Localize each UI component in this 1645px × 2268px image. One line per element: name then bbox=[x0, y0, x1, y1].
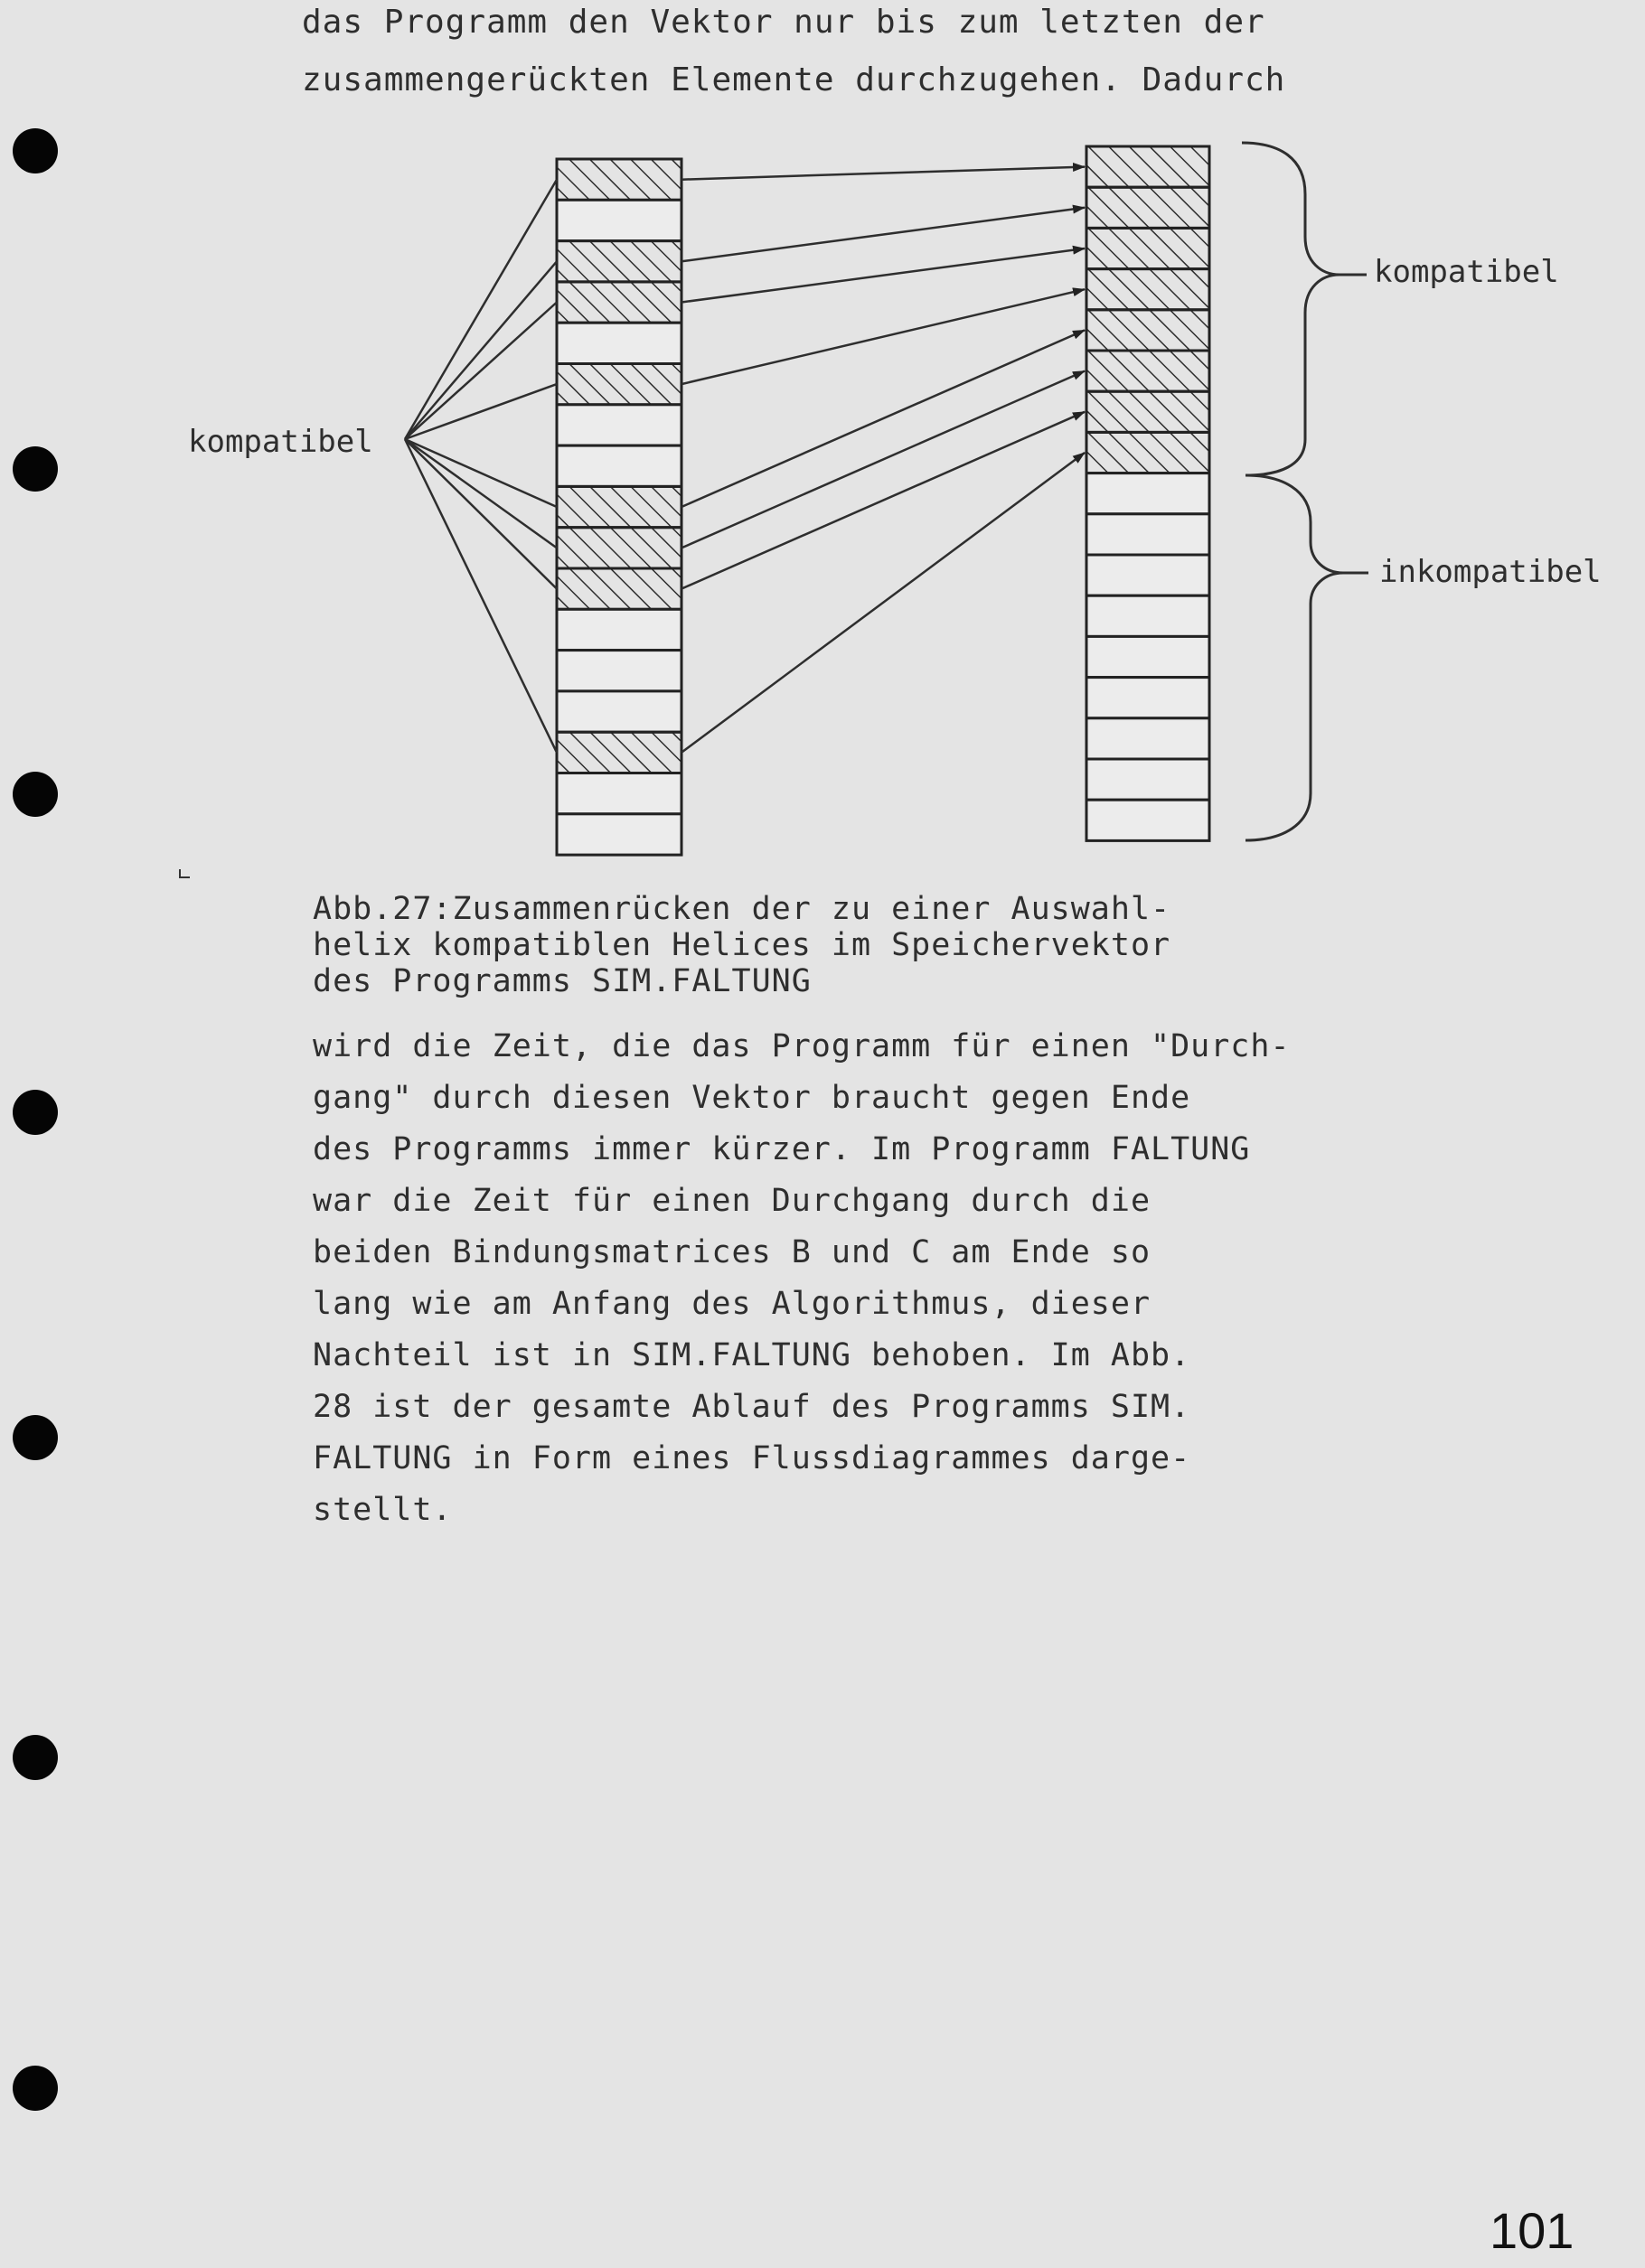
binder-hole bbox=[13, 1090, 58, 1135]
label-compatible-right: kompatibel bbox=[1374, 254, 1559, 290]
pointer-line bbox=[405, 439, 557, 507]
text-line: FALTUNG in Form eines Flussdiagrammes darge- bbox=[313, 1440, 1191, 1476]
move-arrow bbox=[682, 330, 1085, 507]
text-line: Nachteil ist in SIM.FALTUNG behoben. Im Abb. bbox=[313, 1337, 1191, 1373]
pointer-line bbox=[405, 439, 557, 753]
binder-hole bbox=[13, 1415, 58, 1460]
pointer-line bbox=[405, 439, 557, 589]
move-arrow bbox=[682, 453, 1085, 753]
right-vector-cell-hatched bbox=[1086, 391, 1209, 432]
right-vector-cell-hatched bbox=[1086, 187, 1209, 228]
move-arrow bbox=[682, 289, 1085, 384]
right-vector-cell bbox=[1086, 595, 1209, 636]
body-paragraph bbox=[313, 1028, 1291, 1528]
text-line: beiden Bindungsmatrices B und C am Ende so bbox=[313, 1234, 1152, 1270]
left-vector-cell bbox=[557, 691, 682, 732]
move-arrow bbox=[682, 167, 1085, 180]
right-vector-cell-hatched bbox=[1086, 432, 1209, 473]
left-vector-cell-hatched bbox=[557, 486, 682, 527]
right-vector-cell bbox=[1086, 800, 1209, 840]
left-vector-cell bbox=[557, 445, 682, 486]
left-vector-cell-hatched bbox=[557, 241, 682, 282]
right-vector-cell-hatched bbox=[1086, 146, 1209, 187]
right-vector-cell bbox=[1086, 759, 1209, 800]
text-line: 28 ist der gesamte Ablauf des Programms SIM. bbox=[313, 1389, 1191, 1425]
vector-diagram bbox=[0, 0, 1645, 867]
right-vector-cell-hatched bbox=[1086, 269, 1209, 310]
left-vector-cell bbox=[557, 323, 682, 363]
move-arrow bbox=[682, 371, 1085, 548]
caption-line: Abb.27:Zusammenrücken der zu einer Auswahl- bbox=[313, 891, 1171, 927]
right-vector-cell bbox=[1086, 678, 1209, 718]
right-vector-cell-hatched bbox=[1086, 310, 1209, 351]
move-arrow bbox=[682, 412, 1085, 589]
text-line: das Programm den Vektor nur bis zum letzten der bbox=[302, 4, 1265, 41]
pencil-mark bbox=[179, 869, 190, 878]
label-pointer-lines bbox=[405, 180, 557, 753]
right-vector-cell bbox=[1086, 555, 1209, 595]
text-line: stellt. bbox=[313, 1492, 453, 1528]
brace-incompatible bbox=[1246, 475, 1343, 840]
left-vector-cell-hatched bbox=[557, 732, 682, 773]
right-storage-vector bbox=[1086, 146, 1209, 840]
left-vector-cell-hatched bbox=[557, 282, 682, 323]
move-arrows bbox=[682, 167, 1085, 753]
text-line: zusammengerückten Elemente durchzugehen. Dadurch bbox=[302, 61, 1286, 98]
right-vector-cell bbox=[1086, 514, 1209, 555]
text-line: des Programms immer kürzer. Im Programm FALTUNG bbox=[313, 1131, 1251, 1167]
left-vector-cell-hatched bbox=[557, 364, 682, 405]
left-vector-cell bbox=[557, 200, 682, 240]
right-vector-cell bbox=[1086, 473, 1209, 514]
right-vector-cell bbox=[1086, 718, 1209, 759]
text-line: wird die Zeit, die das Programm für einen "Durch- bbox=[313, 1028, 1291, 1064]
caption-line: helix kompatiblen Helices im Speichervektor bbox=[313, 927, 1171, 963]
label-compatible-left: kompatibel bbox=[188, 424, 373, 460]
caption-line: des Programms SIM.FALTUNG bbox=[313, 963, 812, 999]
text-line: war die Zeit für einen Durchgang durch die bbox=[313, 1183, 1152, 1219]
left-storage-vector bbox=[557, 159, 682, 855]
left-vector-cell bbox=[557, 405, 682, 445]
text-line: lang wie am Anfang des Algorithmus, dieser bbox=[313, 1286, 1152, 1322]
right-vector-cell-hatched bbox=[1086, 351, 1209, 391]
left-vector-cell-hatched bbox=[557, 568, 682, 609]
right-vector-cell bbox=[1086, 636, 1209, 677]
left-vector-cell bbox=[557, 773, 682, 814]
left-vector-cell bbox=[557, 609, 682, 650]
left-vector-cell-hatched bbox=[557, 528, 682, 568]
left-vector-cell-hatched bbox=[557, 159, 682, 200]
page-number: 101 bbox=[1490, 2202, 1574, 2259]
left-vector-cell bbox=[557, 651, 682, 691]
left-vector-cell bbox=[557, 814, 682, 855]
binder-hole bbox=[13, 2066, 58, 2111]
right-vector-cell-hatched bbox=[1086, 228, 1209, 268]
pointer-line bbox=[405, 180, 557, 439]
pointer-line bbox=[405, 303, 557, 440]
pointer-line bbox=[405, 439, 557, 548]
text-line: gang" durch diesen Vektor braucht gegen Ende bbox=[313, 1080, 1191, 1116]
move-arrow bbox=[682, 248, 1085, 303]
binder-hole bbox=[13, 1735, 58, 1780]
brace-compatible bbox=[1242, 143, 1340, 475]
move-arrow bbox=[682, 208, 1085, 261]
label-incompatible-right: inkompatibel bbox=[1379, 554, 1602, 590]
